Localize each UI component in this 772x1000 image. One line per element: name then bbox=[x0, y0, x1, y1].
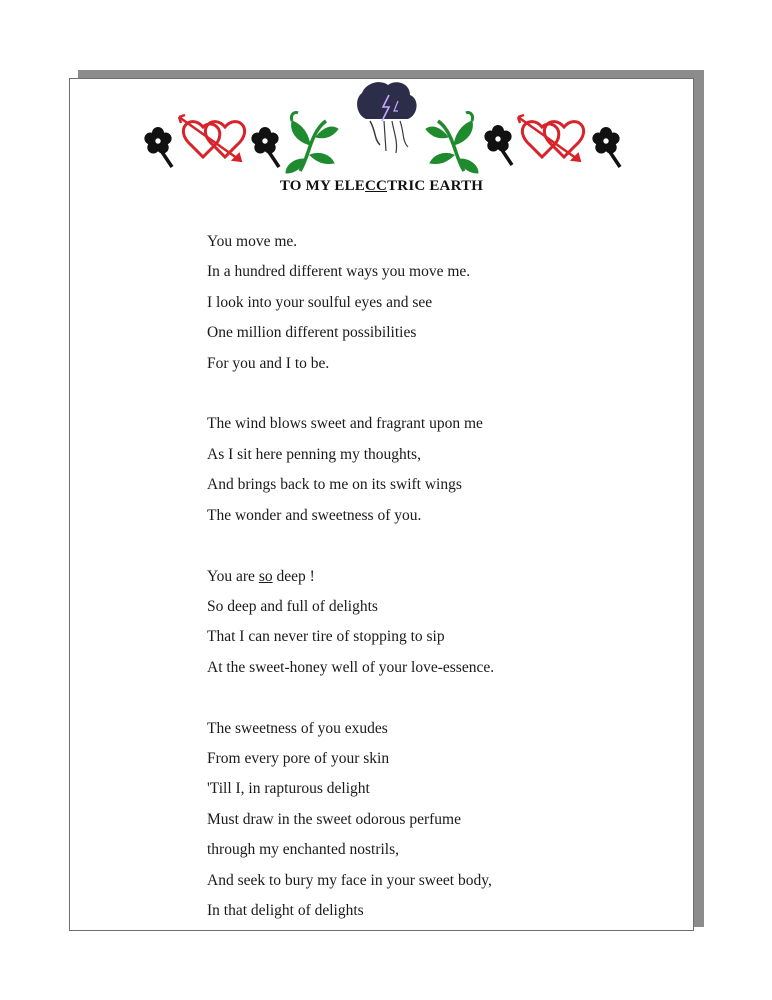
title-underlined-part: CC bbox=[365, 178, 388, 194]
poem-line: The sweetness of you exudes bbox=[207, 719, 388, 737]
leaf-plant-icon bbox=[286, 112, 338, 173]
flower-icon bbox=[145, 128, 172, 168]
hearts-arrow-icon bbox=[179, 115, 245, 161]
line-part: You are bbox=[207, 567, 259, 585]
poem-line: From every pore of your skin bbox=[207, 749, 390, 767]
stanza-4 bbox=[207, 714, 667, 927]
storm-cloud-lightning-icon bbox=[357, 82, 417, 153]
poem-line: In a hundred different ways you move me. bbox=[207, 263, 471, 281]
poem-line: You move me. bbox=[207, 233, 298, 250]
decorative-banner bbox=[130, 81, 635, 177]
hearts-arrow-icon bbox=[518, 115, 584, 161]
poem-line: The wonder and sweetness of you. bbox=[207, 506, 422, 524]
emphasized-word: so bbox=[258, 567, 273, 585]
leaf-plant-icon bbox=[426, 112, 478, 173]
poem-line: That I can never tire of stopping to sip bbox=[207, 628, 445, 646]
poem-title bbox=[70, 178, 693, 195]
poem-line: through my enchanted nostrils, bbox=[207, 841, 399, 859]
poem-line: As I sit here penning my thoughts, bbox=[207, 445, 421, 463]
flower-icon bbox=[252, 128, 279, 168]
stanza-2 bbox=[207, 409, 667, 531]
title-part-1: TO MY ELE bbox=[279, 178, 365, 194]
poem-line: 'Till I, in rapturous delight bbox=[207, 780, 370, 798]
title-part-3: TRIC EARTH bbox=[387, 178, 484, 194]
poem-line: So deep and full of delights bbox=[207, 597, 378, 615]
poem-page bbox=[69, 78, 694, 931]
poem-line: In that delight of delights bbox=[207, 901, 364, 919]
poem-line: I look into your soulful eyes and see bbox=[207, 293, 433, 311]
line-part: deep ! bbox=[272, 567, 315, 585]
stanza-3 bbox=[207, 562, 667, 684]
poem-body bbox=[207, 227, 667, 957]
stanza-1 bbox=[207, 227, 667, 379]
poem-line bbox=[207, 562, 667, 592]
flower-icon bbox=[593, 128, 620, 168]
poem-line: At the sweet-honey well of your love-essence. bbox=[207, 658, 495, 676]
poem-line: The wind blows sweet and fragrant upon me bbox=[207, 415, 483, 433]
poem-line: And seek to bury my face in your sweet body, bbox=[207, 871, 492, 889]
poem-line: And brings back to me on its swift wings bbox=[207, 476, 462, 494]
poem-line: For you and I to be. bbox=[207, 354, 330, 372]
flower-icon bbox=[485, 126, 512, 166]
poem-line: Must draw in the sweet odorous perfume bbox=[207, 810, 461, 828]
poem-line: One million different possibilities bbox=[207, 324, 417, 342]
